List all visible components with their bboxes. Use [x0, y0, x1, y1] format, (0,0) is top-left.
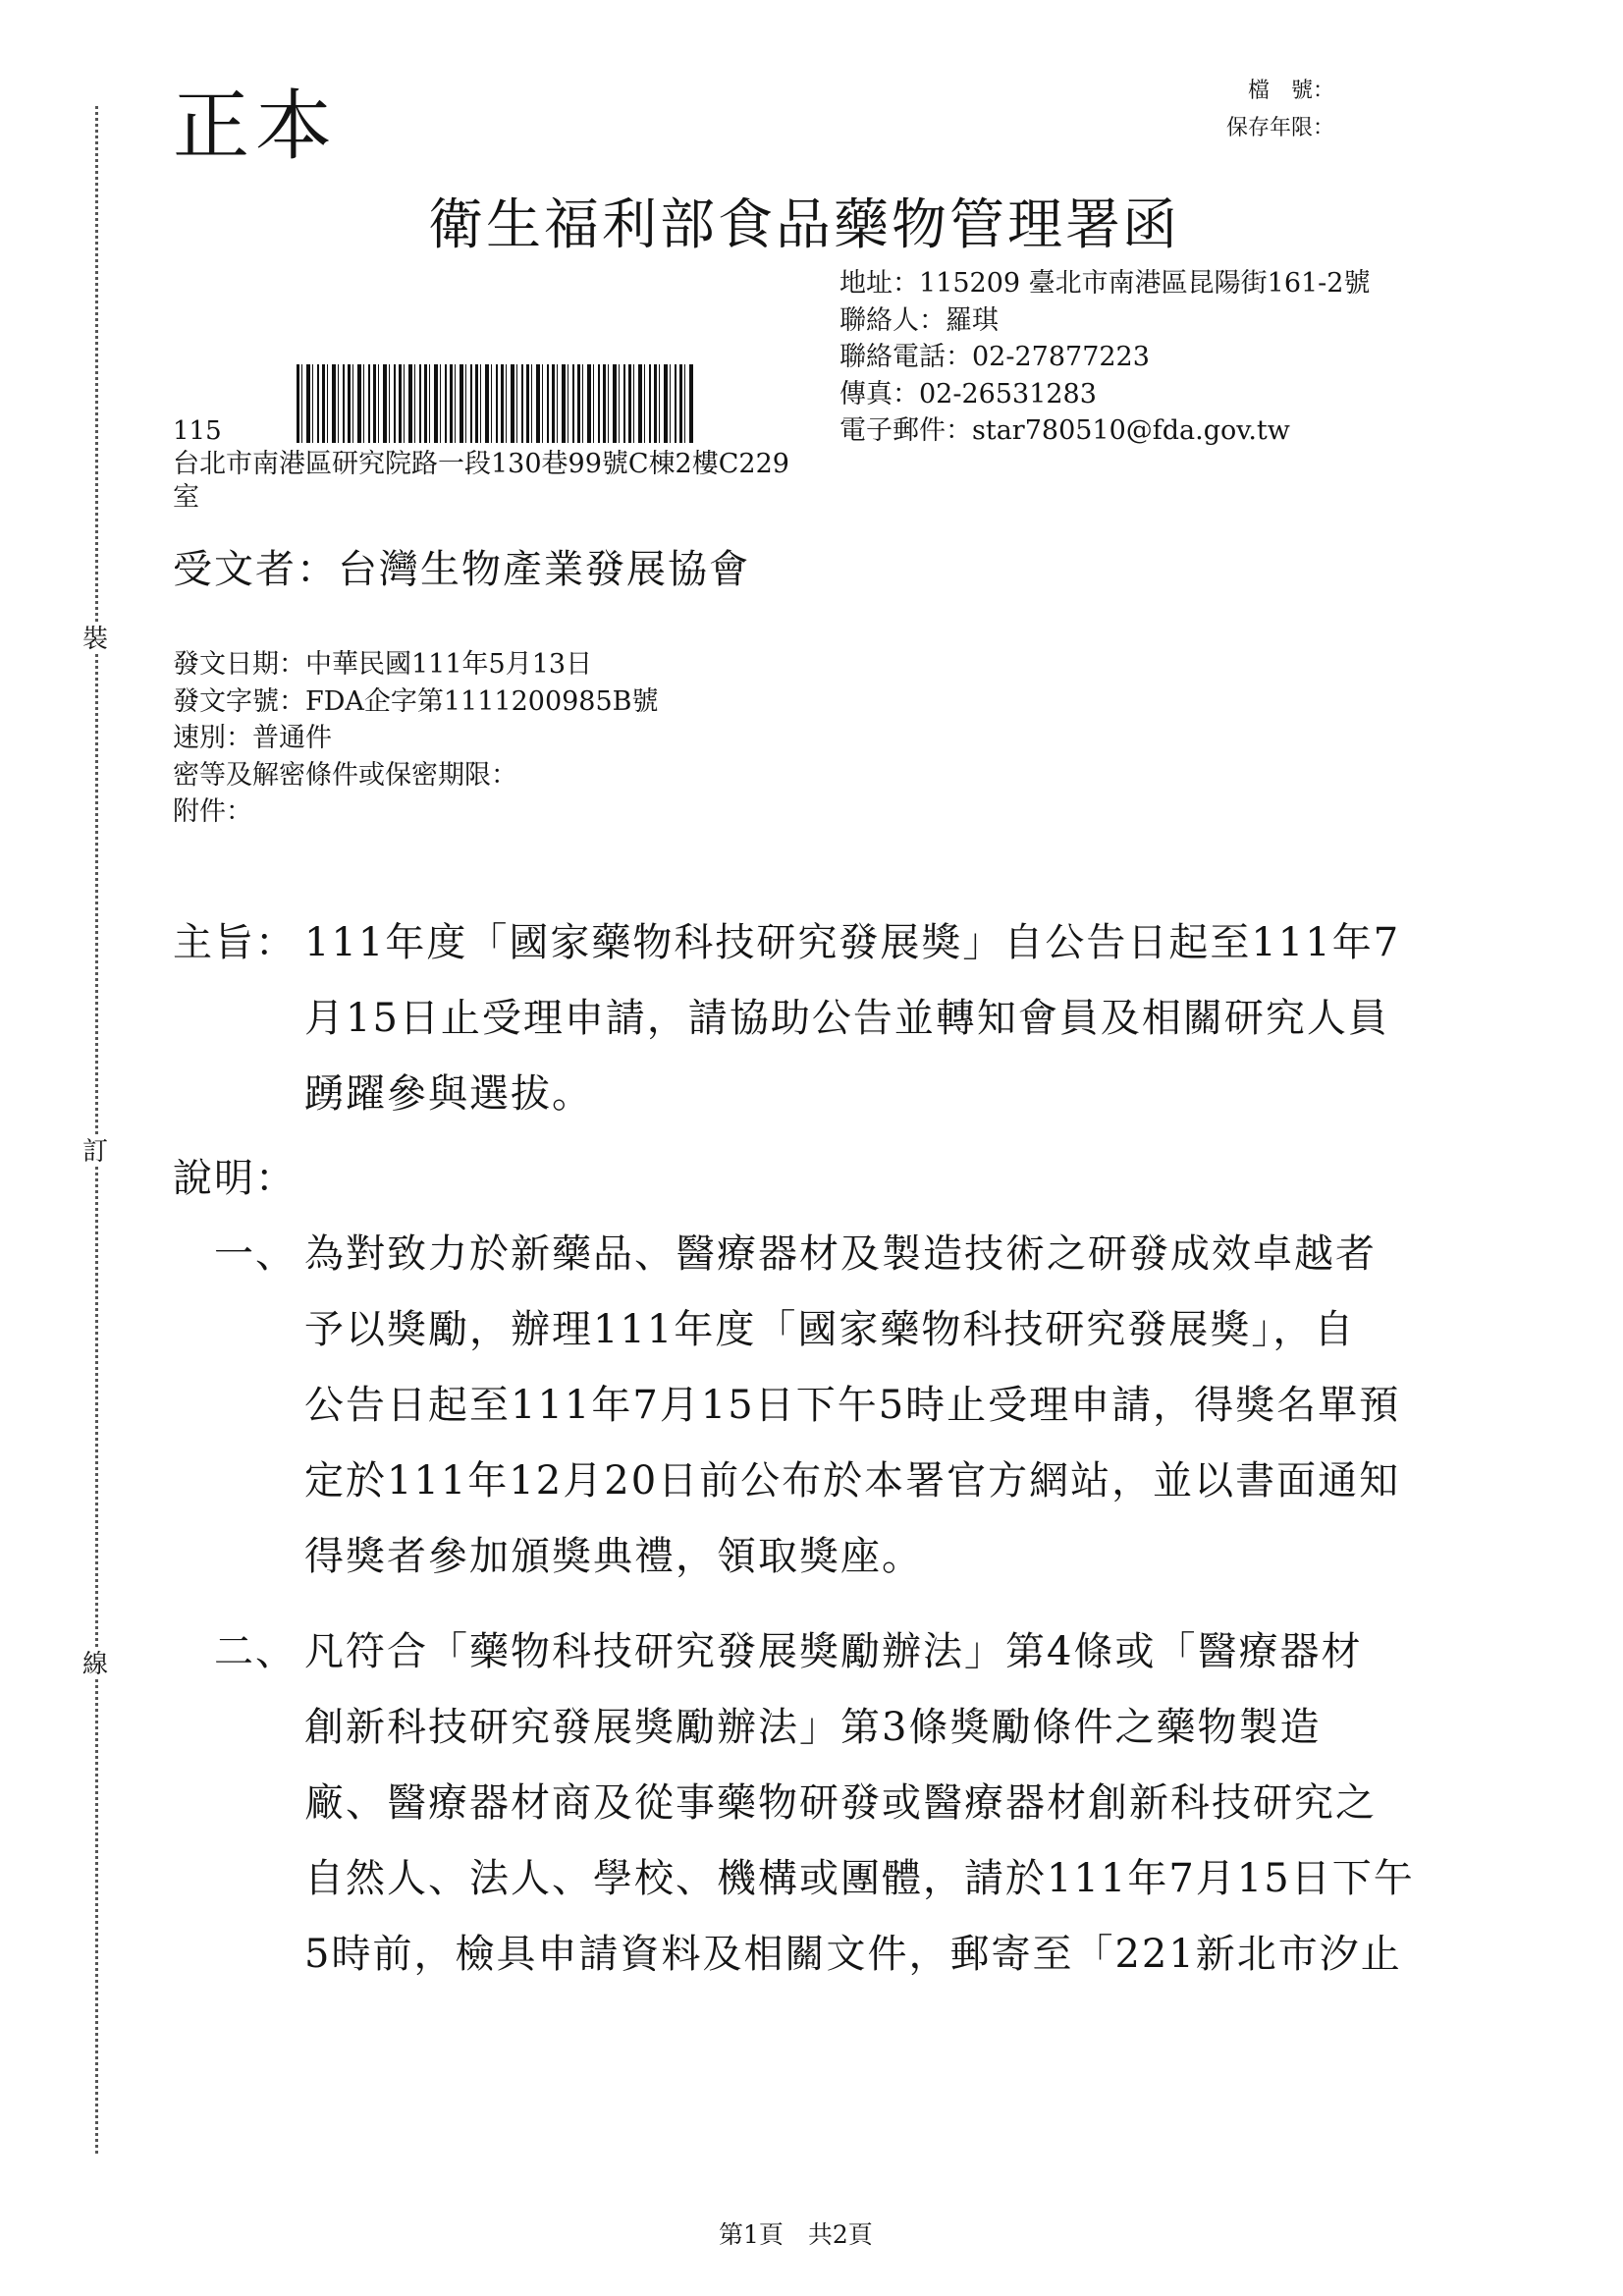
subject-line: 月15日止受理申請，請協助公告並轉知會員及相關研究人員: [304, 996, 1389, 1041]
explanation-line: 公告日起至111年7月15日下午5時止受理申請，得獎名單預: [304, 1383, 1401, 1428]
issue-date: 發文日期：中華民國111年5月13日: [173, 649, 593, 680]
item-number: 二、: [214, 1629, 297, 1674]
receiver-address-line2: 室: [173, 482, 199, 513]
contact-block: [839, 265, 1371, 450]
agency-title: 衛生福利部食品藥物管理署: [428, 193, 1123, 257]
binding-line: [95, 106, 98, 2154]
explanation-line: 定於111年12月20日前公布於本署官方網站，並以書面通知: [304, 1458, 1401, 1503]
document-number: 發文字號：FDA企字第1111200985B號: [173, 685, 659, 717]
explanation-line: 予以獎勵，辦理111年度「國家藥物科技研究發展獎」，自: [304, 1307, 1356, 1352]
binding-mark-ding: 訂: [82, 1137, 109, 1167]
contact-phone: 聯絡電話：02-27877223: [839, 342, 1150, 372]
receiver-zip: 115: [173, 416, 222, 446]
explanation-line: 為對致力於新藥品、醫療器材及製造技術之研發成效卓越者: [304, 1231, 1377, 1277]
subject-line: 111年度「國家藥物科技研究發展獎」自公告日起至111年7: [304, 920, 1401, 965]
contact-email: 電子郵件：star780510@fda.gov.tw: [839, 415, 1290, 446]
explanation-line: 廠、醫療器材商及從事藥物研發或醫療器材創新科技研究之: [304, 1780, 1377, 1826]
confidentiality: 密等及解密條件或保密期限：: [173, 759, 517, 791]
contact-fax: 傳真：02-26531283: [839, 378, 1097, 410]
explanation-label: 說明：: [173, 1156, 297, 1201]
original-copy-seal: 正本: [173, 82, 339, 171]
receiver-address-line1: 台北市南港區研究院路一段130巷99號C棟2樓C229: [173, 449, 789, 479]
document-type: 函: [1122, 193, 1177, 257]
binding-mark-zhuang: 裝: [82, 625, 109, 654]
barcode: [297, 364, 693, 443]
document-meta: [173, 646, 659, 831]
subject-label: 主旨：: [173, 920, 297, 965]
page-number: 第1頁 共2頁: [719, 2220, 873, 2249]
explanation-line: 創新科技研究發展獎勵辦法」第3條獎勵條件之藥物製造: [304, 1705, 1322, 1750]
contact-person: 聯絡人：羅琪: [839, 304, 999, 336]
receiver-address: [173, 448, 789, 515]
contact-address: 地址：115209 臺北市南港區昆陽街161-2號: [839, 268, 1371, 299]
file-number-label: 檔 號：: [1247, 79, 1334, 103]
explanation-line: 凡符合「藥物科技研究發展獎勵辦法」第4條或「醫療器材: [304, 1629, 1363, 1674]
explanation-line: 5時前，檢具申請資料及相關文件，郵寄至「221新北市汐止: [304, 1932, 1402, 1977]
attachments: 附件：: [173, 796, 252, 827]
subject-line: 踴躍參與選拔。: [304, 1071, 593, 1117]
delivery-speed: 速別：普通件: [173, 723, 332, 753]
item-number: 一、: [214, 1231, 297, 1277]
explanation-line: 得獎者參加頒獎典禮，領取獎座。: [304, 1534, 923, 1579]
recipient: 受文者：台灣生物產業發展協會: [173, 547, 750, 592]
explanation-line: 自然人、法人、學校、機構或團體，請於111年7月15日下午: [304, 1856, 1415, 1901]
retention-label: 保存年限：: [1225, 116, 1334, 140]
archive-block: [1226, 73, 1334, 147]
binding-mark-xian: 線: [82, 1650, 109, 1679]
